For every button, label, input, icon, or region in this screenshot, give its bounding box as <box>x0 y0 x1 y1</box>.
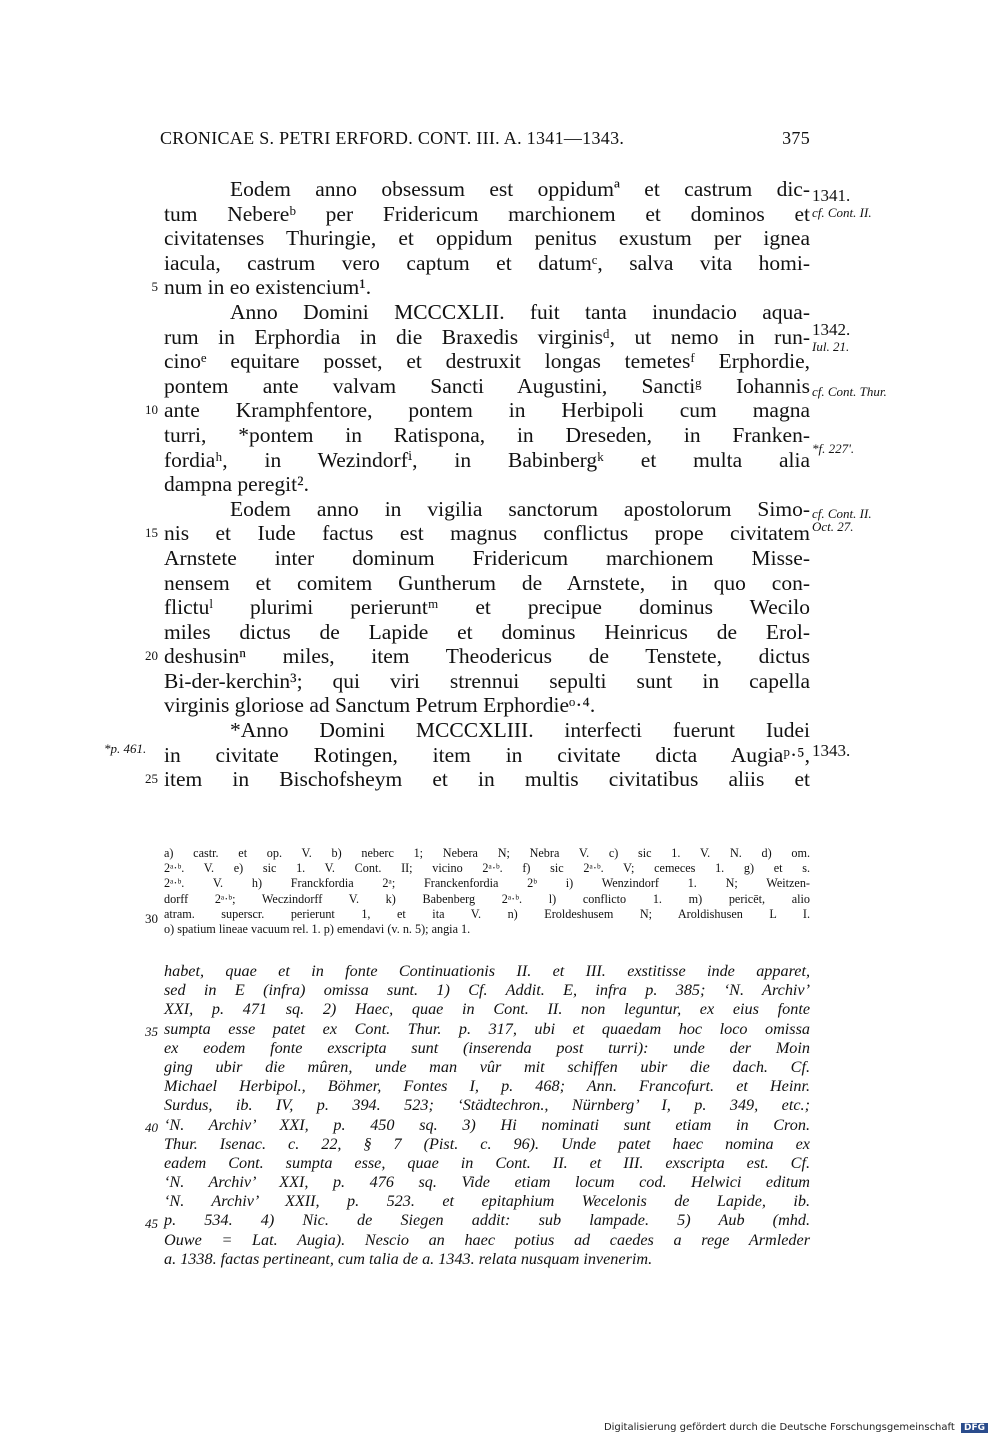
running-header <box>160 128 810 149</box>
text-line: ‘N. Archiv’ XXI, p. 476 sq. Vide etiam locum cod. Helwici editum <box>164 1173 810 1192</box>
text-line: atram. superscr. perierunt 1, et ita V. n) Eroldeshusem N; Aroldishusen L I. <box>164 906 810 921</box>
footer-credit <box>604 1422 988 1433</box>
page-number: 375 <box>782 128 810 148</box>
commentary-notes <box>145 962 810 1269</box>
margin-right <box>812 0 1000 800</box>
line-number: 45 <box>145 1215 158 1231</box>
text-line: pontem ante valvam Sancti Augustini, Sanctiᵍ Iohannis <box>164 373 810 398</box>
text-line: rum in Erphordia in die Braxedis virginisᵈ, ut nemo in run- <box>164 324 810 349</box>
text-line: habet, quae et in fonte Continuationis II. et III. exstitisse inde apparet, <box>164 962 810 980</box>
margin-note <box>812 442 892 455</box>
text-line: sed in E (infra) omissa sunt. 1) Cf. Addit. E, infra p. 385; ‘N. Archiv’ <box>164 981 810 1000</box>
text-line: dorff 2ᵃ·ᵇ; Weczindorff V. k) Babenberg 2ᵃ·ᵇ. l) conflicto 1. m) pericēt, alio <box>164 891 810 906</box>
text-line: 2ᵃ·ᵇ. V. h) Franckfordia 2ᵃ; Franckenfordia 2ᵇ i) Wenzindorf 1. N; Weitzen- <box>164 876 810 891</box>
text-line: num in eo existencium¹. <box>164 275 372 300</box>
text-line: Michael Herbipol., Böhmer, Fontes I, p. 468; Ann. Francofurt. et Heinr. <box>164 1077 810 1096</box>
footer-text: Digitalisierung gefördert durch die Deutsche Forschungsgemeinschaft <box>603 1422 955 1433</box>
text-line: a. 1338. factas pertineant, cum talia de a. 1343. relata nusquam invenerim. <box>164 1249 653 1268</box>
text-line: eadem Cont. sumpta esse, quae in Cont. II. et III. exscripta est. Cf. <box>164 1153 810 1172</box>
text-line: Bi-der-kerchin³; qui viri strennui sepulti sunt in capella <box>164 668 810 693</box>
text-line: a) castr. et op. V. b) neberc 1; Nebera N; Nebra V. c) sic 1. V. N. d) om. <box>164 846 810 860</box>
text-line: iacula, castrum vero captum et datumᶜ, salva vita homi- <box>164 250 810 275</box>
text-line: fordiaʰ, in Wezindorfⁱ, in Babinbergᵏ et multa alia <box>164 447 810 472</box>
text-line: ante Kramphfentore, pontem in Herbipoli cum magna <box>164 398 810 423</box>
margin-note <box>812 320 892 353</box>
text-line: Eodem anno obsessum est oppidumª et castrum dic- <box>230 177 810 201</box>
text-line: item in Bischofsheym et in multis civitatibus aliis et <box>164 767 810 792</box>
margin-note <box>812 507 892 533</box>
line-number: 40 <box>145 1119 158 1135</box>
text-line: sumpta esse patet ex Cont. Thur. p. 317, ubi et quaedam hoc loco omissa <box>164 1019 810 1038</box>
text-line: cinoᵉ equitare posset, et destruxit longas temetesᶠ Erphordie, <box>164 349 810 374</box>
text-line: virginis gloriose ad Sanctum Petrum Erphordieᵒ·⁴. <box>164 693 596 718</box>
text-line: deshusinⁿ miles, item Theodericus de Tenstete, dictus <box>164 644 810 669</box>
dfg-logo: DFG <box>961 1423 988 1433</box>
margin-note <box>812 186 892 219</box>
text-line: nis et Iude factus est magnus conflictus prope civitatem <box>164 521 810 546</box>
text-line: Ouwe = Lat. Augia). Nescio an haec potius ad caedes a rege Armleder <box>164 1230 810 1249</box>
margin-ref: cf. Cont. Thur. <box>812 384 887 399</box>
margin-ref: cf. Cont. II. <box>812 205 872 220</box>
text-line: turri, *pontem in Ratispona, in Dreseden, in Franken- <box>164 422 810 447</box>
margin-ref: Iul. 21. <box>812 339 850 354</box>
margin-ref: cf. Cont. II. Oct. 27. <box>812 506 872 534</box>
text-line: ‘N. Archiv’ XXI, p. 450 sq. 3) Hi nominati sunt etiam in Cron. <box>164 1115 810 1134</box>
text-line: in civitate Rotingen, item in civitate dicta Augiaᵖ·⁵, <box>164 742 810 767</box>
margin-ref: *f. 227'. <box>812 441 855 456</box>
line-number: 10 <box>145 402 158 418</box>
text-line: ‘N. Archiv’ XXII, p. 523. et epitaphium Wecelonis de Lapide, ib. <box>164 1192 810 1211</box>
text-line: 2ᵃ·ᵇ. V. e) sic 1. V. Cont. II; vicino 2ᵃ·ᵇ. f) sic 2ᵃ·ᵇ. V; cemeces 1. g) et s. <box>164 861 810 876</box>
text-line: *Anno Domini MCCCXLIII. interfecti fuerunt Iudei <box>230 718 810 743</box>
line-number: 35 <box>145 1023 158 1039</box>
line-number: 5 <box>151 279 158 295</box>
margin-note <box>812 741 850 761</box>
text-line: flictuˡ plurimi perieruntᵐ et precipue dominus Wecilo <box>164 595 810 620</box>
text-line: dampna peregit². <box>164 472 309 497</box>
text-line: Surdus, ib. IV, p. 394. 523; ‘Städtechron., Nürnberg’ I, p. 349, etc.; <box>164 1096 810 1115</box>
text-line: Eodem anno in vigilia sanctorum apostolorum Simo- <box>230 496 810 521</box>
margin-year: 1342. <box>812 320 851 339</box>
main-text <box>145 177 810 792</box>
text-line: tum Nebereᵇ per Fridericum marchionem et dominos et <box>164 201 810 226</box>
text-line: ex eodem fonte exscripta sunt (inserenda post turri): unde der Moin <box>164 1038 810 1057</box>
text-line: ging ubir die mûren, unde man vûr mit schiffen ubir die dach. Cf. <box>164 1057 810 1076</box>
margin-year: 1341. <box>812 186 851 205</box>
text-line: miles dictus de Lapide et dominus Heinricus de Erol- <box>164 619 810 644</box>
header-title: CRONICAE S. PETRI ERFORD. CONT. III. A. 1341—1343. <box>160 128 625 148</box>
line-number: 30 <box>145 910 158 926</box>
text-line: p. 534. 4) Nic. de Siegen addit: sub lampade. 5) Aub (mhd. <box>164 1211 810 1230</box>
line-number: 20 <box>145 648 158 664</box>
text-line: Thur. Isenac. c. 22, § 7 (Pist. c. 96). Unde patet haec nomina ex <box>164 1134 810 1153</box>
line-number: 25 <box>145 771 158 787</box>
text-line: Anno Domini MCCCXLII. fuit tanta inundacio aqua- <box>230 299 810 324</box>
line-number: 15 <box>145 525 158 541</box>
margin-year: 1343. <box>812 741 851 760</box>
text-line: civitatenses Thuringie, et oppidum penitus exustum per ignea <box>164 226 810 251</box>
margin-note <box>812 385 892 398</box>
text-line: XXI, p. 471 sq. 2) Haec, quae in Cont. II. non leguntur, ex eius fonte <box>164 1000 810 1019</box>
critical-apparatus <box>145 846 810 937</box>
margin-left-ref: *p. 461. <box>104 741 147 756</box>
text-line: o) spatium lineae vacuum rel. 1. p) emendavi (v. n. 5); angia 1. <box>164 921 471 936</box>
text-line: nensem et comitem Guntherum de Arnstete, in quo con- <box>164 570 810 595</box>
text-line: Arnstete inter dominum Fridericum marchionem Misse- <box>164 545 810 570</box>
